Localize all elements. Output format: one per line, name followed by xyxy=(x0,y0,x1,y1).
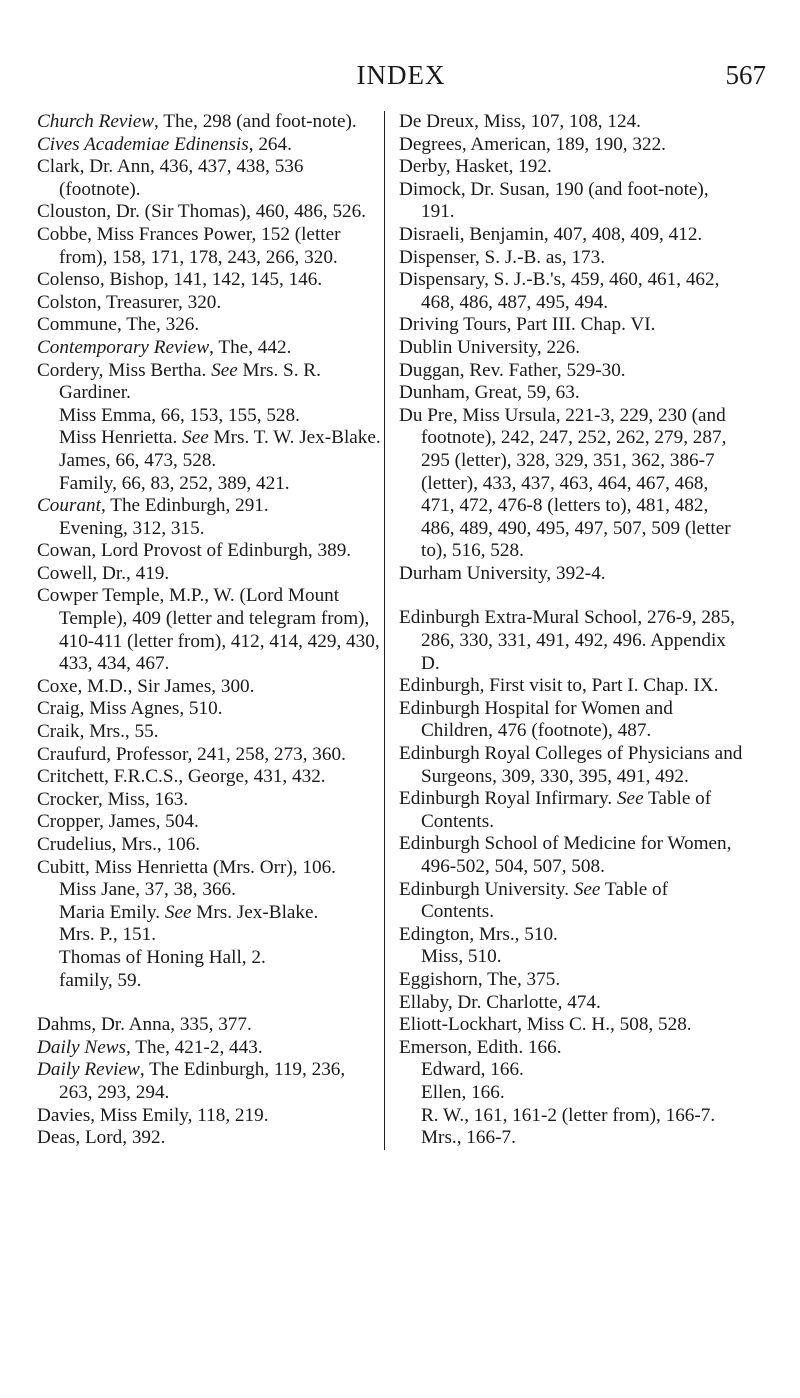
page-header xyxy=(36,60,766,100)
index-entry: Cowper Temple, M.P., W. (Lord Mount Temple), 409 (letter and telegram from), 410-411 (letter from), 412, 414, 429, 430, 433, 434, 467. xyxy=(37,585,380,675)
index-entry: Edinburgh, First visit to, Part I. Chap. IX. xyxy=(399,675,719,697)
index-entry: Cubitt, Miss Henrietta (Mrs. Orr), 106. xyxy=(37,856,336,878)
index-entry: De Dreux, Miss, 107, 108, 124. xyxy=(399,111,641,132)
index-entry: Eggishorn, The, 375. xyxy=(399,968,561,990)
index-entry: Cropper, James, 504. xyxy=(37,811,199,833)
index-entry: Critchett, F.R.C.S., George, 431, 432. xyxy=(37,766,326,788)
index-column-left xyxy=(37,111,382,1150)
index-entry: Dunham, Great, 59, 63. xyxy=(399,382,580,404)
index-entry: Edinburgh University. See Table of Contents. xyxy=(399,878,669,923)
index-entry: Coxe, M.D., Sir James, 300. xyxy=(37,675,255,697)
index-entry: Davies, Miss Emily, 118, 219. xyxy=(37,1104,269,1126)
index-entry: Cowan, Lord Provost of Edinburgh, 389. xyxy=(37,540,352,562)
index-entry: Cobbe, Miss Frances Power, 152 (letter from), 158, 171, 178, 243, 266, 320. xyxy=(37,223,341,268)
index-entry: Dahms, Dr. Anna, 335, 377. xyxy=(37,1014,252,1036)
index-entry: Clouston, Dr. (Sir Thomas), 460, 486, 526. xyxy=(37,201,367,223)
index-entry: Daily News, The, 421-2, 443. xyxy=(37,1036,263,1058)
index-entry: Edinburgh School of Medicine for Women, 496-502, 504, 507, 508. xyxy=(399,833,732,877)
index-entry: Church Review, The, 298 (and foot-note). xyxy=(37,111,357,132)
index-subentry: R. W., 161, 161-2 (letter from), 166-7. xyxy=(421,1104,716,1126)
index-entry: Dimock, Dr. Susan, 190 (and foot-note), 191. xyxy=(399,178,709,223)
index-entry: Cordery, Miss Bertha. See Mrs. S. R. Gardiner. xyxy=(37,359,321,404)
index-entry: Craik, Mrs., 55. xyxy=(37,721,159,743)
index-subentry: Evening, 312, 315. xyxy=(59,517,205,539)
index-entry: Crudelius, Mrs., 106. xyxy=(37,834,201,855)
index-entry: Clark, Dr. Ann, 436, 437, 438, 536 (footnote). xyxy=(37,156,304,200)
index-entry: Cowell, Dr., 419. xyxy=(37,562,170,584)
index-entry: Colenso, Bishop, 141, 142, 145, 146. xyxy=(37,269,323,291)
index-entry: Colston, Treasurer, 320. xyxy=(37,291,222,313)
index-subentry: Miss Emma, 66, 153, 155, 528. xyxy=(59,404,300,426)
index-entry: Dispenser, S. J.-B. as, 173. xyxy=(399,246,606,268)
index-entry: Emerson, Edith. 166. xyxy=(399,1036,562,1058)
index-subentry: Maria Emily. See Mrs. Jex-Blake. xyxy=(59,901,319,923)
index-subentry: Mrs. P., 151. xyxy=(59,924,157,946)
index-entry: Ellaby, Dr. Charlotte, 474. xyxy=(399,991,601,1013)
index-entry: Cives Academiae Edinensis, 264. xyxy=(37,133,292,155)
index-entry: Dublin University, 226. xyxy=(399,336,581,358)
index-subentry: Thomas of Honing Hall, 2. xyxy=(59,946,266,968)
index-entry: Duggan, Rev. Father, 529-30. xyxy=(399,359,626,381)
page-title: INDEX xyxy=(356,60,446,90)
index-subentry: family, 59. xyxy=(59,969,142,991)
index-entry: Derby, Hasket, 192. xyxy=(399,156,552,178)
index-subentry: Family, 66, 83, 252, 389, 421. xyxy=(59,472,290,494)
index-entry: Du Pre, Miss Ursula, 221-3, 229, 230 (and footnote), 242, 247, 252, 262, 279, 287, 295 (letter), 328, 329, 351, 362, 386-7 (letter), 433, 437, 463, 464, 467, 468, 471, 472, 476-8 (letters to), 481, 482, 486, 489, 490, 495, 497, 507, 509 (letter to), 516, 528. xyxy=(399,404,731,562)
page-number: 567 xyxy=(725,60,766,90)
index-entry: Deas, Lord, 392. xyxy=(37,1127,166,1149)
index-subentry: Ellen, 166. xyxy=(421,1081,505,1103)
index-entry: Eliott-Lockhart, Miss C. H., 508, 528. xyxy=(399,1014,692,1036)
index-entry: Driving Tours, Part III. Chap. VI. xyxy=(399,314,656,336)
index-entry: Edinburgh Extra-Mural School, 276-9, 285, 286, 330, 331, 491, 492, 496. Appendix D. xyxy=(399,607,735,674)
index-subentry: Miss Henrietta. See Mrs. T. W. Jex-Blake. xyxy=(59,427,381,449)
index-entry: Craufurd, Professor, 241, 258, 273, 360. xyxy=(37,743,346,765)
index-entry: Edington, Mrs., 510. xyxy=(399,923,558,945)
index-subentry: Miss, 510. xyxy=(421,946,502,968)
index-entry: Degrees, American, 189, 190, 322. xyxy=(399,133,666,155)
index-entry: Craig, Miss Agnes, 510. xyxy=(37,698,223,720)
index-entry: Disraeli, Benjamin, 407, 408, 409, 412. xyxy=(399,223,703,245)
index-column-right xyxy=(384,111,744,1150)
index-entry: Edinburgh Hospital for Women and Children, 476 (footnote), 487. xyxy=(399,697,673,742)
index-entry: Daily Review, The Edinburgh, 119, 236, 263, 293, 294. xyxy=(37,1059,346,1103)
index-entry: Dispensary, S. J.-B.'s, 459, 460, 461, 462, 468, 486, 487, 495, 494. xyxy=(399,269,720,313)
index-entry: Edinburgh Royal Colleges of Physicians and Surgeons, 309, 330, 395, 491, 492. xyxy=(399,743,743,787)
index-subentry: Mrs., 166-7. xyxy=(421,1127,516,1149)
index-subentry: Miss Jane, 37, 38, 366. xyxy=(59,879,236,901)
index-entry: Durham University, 392-4. xyxy=(399,562,606,584)
index-subentry: Edward, 166. xyxy=(421,1059,524,1081)
index-subentry: James, 66, 473, 528. xyxy=(59,449,217,471)
index-entry: Edinburgh Royal Infirmary. See Table of Contents. xyxy=(399,788,712,832)
index-entry: Commune, The, 326. xyxy=(37,314,200,336)
index-entry: Contemporary Review, The, 442. xyxy=(37,336,292,358)
index-entry: Courant, The Edinburgh, 291. xyxy=(37,495,269,517)
index-entry: Crocker, Miss, 163. xyxy=(37,788,189,810)
